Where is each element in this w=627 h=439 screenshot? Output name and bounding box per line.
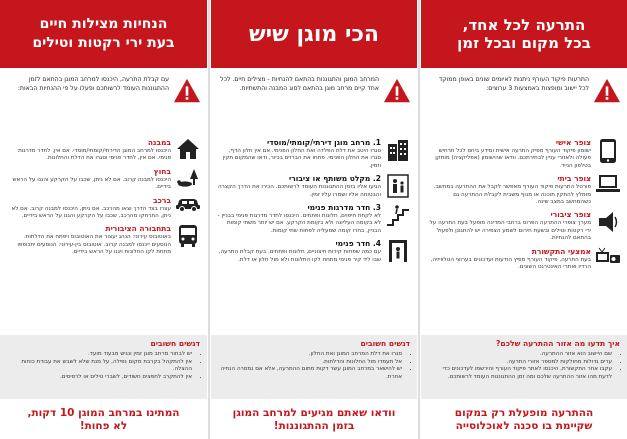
outdoor-icon	[176, 167, 200, 189]
item-title: אמצעי התקשורת	[531, 246, 591, 256]
header-line: הכי מוגן שיש	[248, 21, 380, 47]
item-text: ישומון פיקוד העורף מפיק התרעה אישית ומידע ביחס לכל תרחיש פעולה ולאזורי עניין לבחירתכם. וודאו שהישומון (אפליקציה) מותקן בטלפון הנייד.	[435, 148, 591, 169]
item-title: ברכב	[153, 195, 171, 205]
shelter-item	[217, 174, 411, 199]
car-icon	[175, 196, 201, 212]
intro	[0, 68, 207, 136]
shelter-item	[217, 239, 411, 264]
item-text: פורטל התרעות פיקוד העורף מאפשר לקבל את ההתרעה במחשב. מומלץ להתקין תוכנה או מנוף משבית לקבלת ההתרעה גם כשהמחשב במצב שינה.	[433, 184, 591, 206]
intro	[211, 68, 417, 136]
intro-text: עם קבלת התרעה, היכנסו למרחב המוגן בהתאם לזמן ההתגוננות העומד לרשותכם ופעלו על פי ההנחיות הבאות:	[17, 76, 169, 92]
header-line: בעת ירי רקטות וטילים	[32, 35, 175, 51]
item-title: 1. מרחב מוגן דירתי/קומתי/מוסדי	[266, 138, 381, 147]
shelter-item	[217, 203, 411, 235]
intro	[421, 68, 627, 136]
tips-box	[0, 335, 207, 399]
tip: • סגרו את דלת המרחב המוגן ואת החלון.	[218, 351, 402, 359]
item-text: מערך צופרי ההתרעה הפרוס ברחבי המדינה מופעל בעת התרעה על ירי רקטות וטילים ובשעת חירום לשמע הצפירה יש להתגונן ולפעול בהתאם להנחיות.	[429, 220, 591, 242]
bus-icon	[177, 224, 199, 248]
item-title: בתחבורה הציבורית	[105, 224, 171, 234]
column-divider	[418, 0, 420, 439]
item-title: 4. חדר פנימי	[335, 239, 381, 249]
tip: • יש להישאר במרחב המוגן עשר דקות מתום ההתרעה, אלא אם נמסרה הנחיה אחרת.	[218, 366, 402, 381]
item-title: במבנה	[147, 138, 171, 147]
footer-line: שקיימת בו סכנה לאוכלוסייה	[455, 420, 593, 432]
column-divider	[208, 0, 210, 439]
column-instructions	[0, 0, 207, 439]
tip: • שם היישוב הוא אזור ההתרעה.	[428, 351, 612, 359]
tip: • יש לבחור מרחב מוגן זמין ונגיש מבעוד מועד.	[7, 351, 192, 359]
house-icon	[176, 138, 200, 160]
header-line: התרעה לכל אחד,	[462, 16, 586, 34]
tips-title: איך תדעו מה אזור ההתרעה שלכם?	[496, 339, 620, 348]
item-text: הגיעו אליו בזמן ההתגוננות העומד לרשותכם. הכירו את הדרך הקצרה והבטוחה אליו ושמרו עליו זמין.	[218, 184, 381, 198]
intro-text: המרחב המוגן והתגוננות בהתאם להנחיות - מצילים חיים. לכל אחד קיים מרחב מוגן בהתאם לסוג המבנה והתשתיות.	[220, 76, 379, 92]
shelter-item	[217, 138, 411, 170]
tip: • אין להתקרב לחפצים חשודים, לשברי טילים או לרסיסים.	[7, 374, 192, 382]
location-item	[6, 196, 201, 221]
item-text: בעת התרעה, פיקוד העורף מפיץ הודעות ועדכונים בערוצי הטלוויזיה, הרדיו ואתרי האינטרנט השונים.	[430, 256, 591, 271]
warning-icon	[593, 78, 621, 103]
column-alerts	[421, 0, 627, 439]
family-icon	[387, 174, 409, 198]
location-item	[6, 138, 201, 163]
item-text: באוטובוס עירוני: הנהג יעצור את האוטובוס ויפתח את הדלתות. הנוסעים ייכנסו למבנה קרוב. אוטובוס בין-עירוני: הנוסעים יתכופפו מתחת לקו החלונות ויגנו על הראש בידיים.	[17, 234, 171, 256]
door-icon	[388, 239, 408, 263]
tips-box	[211, 335, 417, 399]
column-footer	[421, 401, 627, 439]
header-line: בכל מקום ובכל זמן	[457, 34, 591, 52]
footer-line: בזמן ההתגוננות!	[273, 420, 355, 432]
building-icon	[386, 138, 410, 162]
column-footer	[211, 401, 417, 439]
laptop-icon	[595, 174, 621, 194]
item-title: צופר אישי	[555, 138, 591, 147]
intro-text: התרעות פיקוד העורף ניתנות לאיומים שונים באופן ממוקד לכל יישוב ומופצות באמצעות 3 ערוצים:	[438, 76, 589, 92]
footer-line: המתינו במרחב המוגן 10 דקות,	[27, 407, 180, 419]
column-header	[421, 0, 627, 68]
footer-line: ההתרעה מופעלת רק במקום	[454, 407, 594, 419]
tip: • עקבו אחר התקשורת, היכנסו לאתר פיקוד העורף והירשמו לעדכונים כדי לדעת מהו אזור ההתרעה שלכם ומה זמן ההתגוננות העומד לרשותכם.	[428, 366, 612, 381]
item-title: בחוץ	[153, 166, 171, 176]
item-text: היכנסו למבנה קרוב. אם לא ניתן, שכבו על הקרקע והגנו על הראש בידיים.	[12, 176, 171, 191]
tips-box	[421, 335, 627, 399]
warning-icon	[173, 78, 201, 103]
warning-icon	[383, 78, 411, 103]
tip: • ערים גדולות מחולקות למספר אזורי התרעה.	[428, 359, 612, 367]
item-text: עצרו בצד הדרך וצאו מהרכב. אם ניתן, היכנסו למבנה קרוב. אם לא ניתן, התרחקו מהרכב, שכבו על הקרקע והגנו על הראש בידיים.	[11, 205, 171, 220]
item-title: 3. חדר מדרגות פנימי	[307, 203, 381, 213]
channel-item	[427, 138, 621, 170]
phone-icon	[599, 138, 617, 164]
stairs-icon	[386, 203, 410, 227]
tips-title: דגשים חשובים	[150, 339, 200, 348]
footer-line: לא פחות!	[79, 420, 128, 432]
column-footer	[0, 401, 207, 439]
item-title: צופר ביתי	[557, 174, 591, 184]
tip: • אין להתקהל בקרבת מקום נפילה, על מנת שלא לשבש את עבודת כוחות ההצלה.	[7, 359, 192, 374]
item-text: היכנסו למרחב המוגן הדירתי/קומתי/מוסדי. אם אין, לחדר מדרגות פנימי. אם אין, לחדר פנימי וסגרו את הדלת והחלונות.	[18, 148, 171, 162]
item-text: עם כמה שפחות קירות חיצוניים, חלונות ופתחים. בעת קבלת התרעה, שבו ליד קיר פנימי מתחת לקו החלונות ולא מול חלון או דלת.	[218, 249, 381, 263]
footer-line: וודאו שאתם מגיעים למרחב המוגן	[232, 407, 396, 419]
location-item	[6, 167, 201, 192]
tips-title: דגשים חשובים	[360, 339, 410, 348]
channel-item	[427, 247, 621, 272]
column-protected-space	[211, 0, 417, 439]
column-header	[211, 0, 417, 68]
item-title: 2. מקלט משותף או ציבורי	[289, 174, 381, 184]
channel-item	[427, 174, 621, 206]
item-text: סגרו היטב את דלת הפלדה ואת החלון הפנימי. אם אין חלון הדף, סגרו את החלון הפנימי. פתחו את הברזים בכיור, ודאו שהמקום תקין וזמין.	[222, 148, 381, 169]
channel-item	[427, 210, 621, 242]
tv-radio-icon	[595, 247, 621, 267]
header-line: הנחיות מצילות חיים	[39, 16, 168, 32]
item-title: צופר ציבורי	[550, 210, 591, 220]
column-header	[0, 0, 207, 68]
tip: • אל תעמדו מול החלונות והדלתות.	[218, 359, 402, 367]
item-text: לא לקחת חיפוים, חלונות ופתחים. היכנסו לחדר מדרגות פנימי בבניין - לא בקומה העליונה ולא בקומת הקרקע. אם יש יותר משתי קומות הבניין, בחרו קומה שמעליה לפחות שתי קומות.	[217, 213, 381, 234]
location-item	[6, 224, 201, 256]
siren-icon	[597, 210, 619, 234]
